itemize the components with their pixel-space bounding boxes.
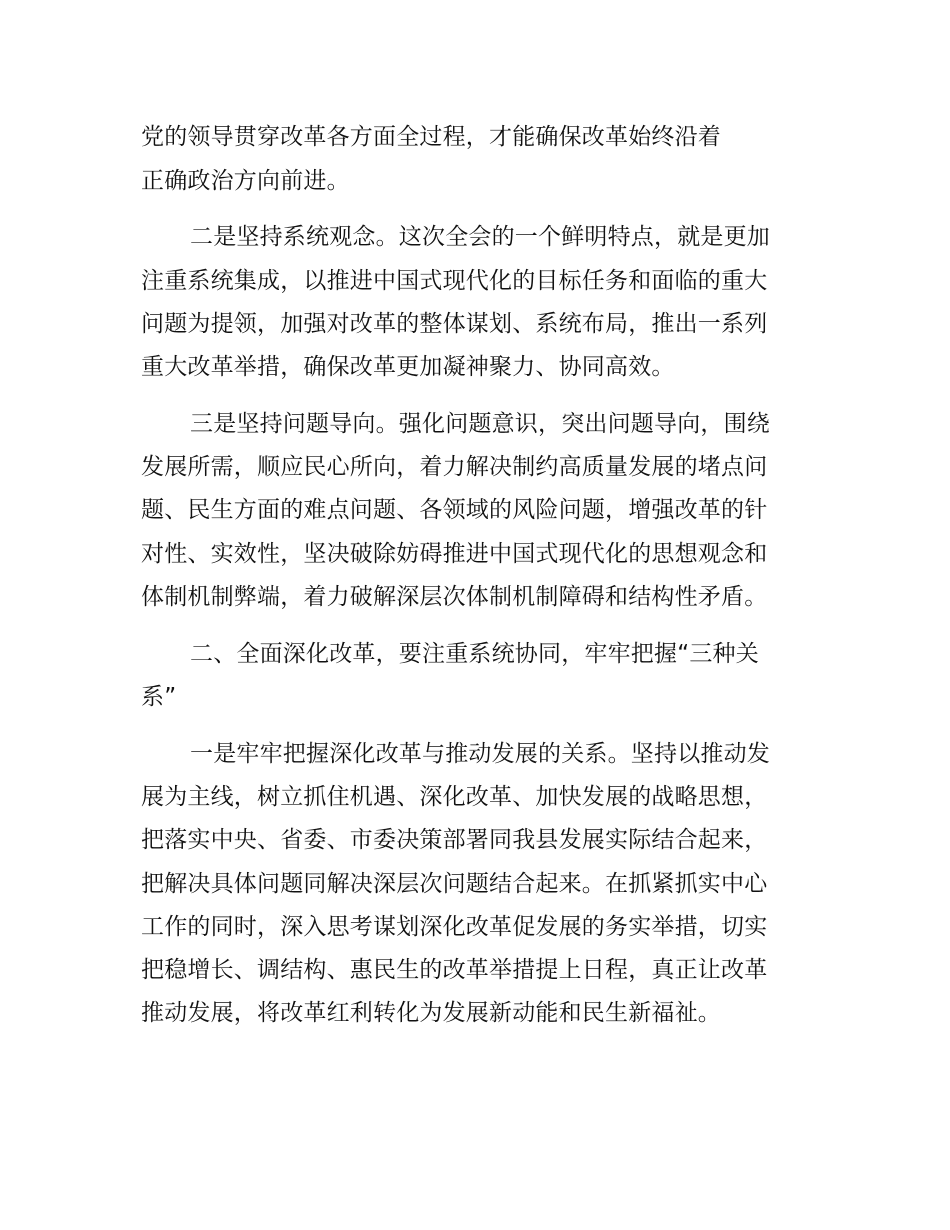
text-line: 三是坚持问题导向。强化问题意识，突出问题导向，围绕 [190, 411, 770, 437]
text-line: 推动发展，将改革红利转化为发展新动能和民生新福祉。 [141, 1000, 721, 1026]
text-line: 发展所需，顺应民心所向，着力解决制约高质量发展的堵点问 [141, 454, 768, 480]
text-line: 党的领导贯穿改革各方面全过程，才能确保改革始终沿着 [141, 124, 721, 150]
text-line: 把稳增长、调结构、惠民生的改革举措提上日程，真正让改革 [141, 957, 768, 983]
text-line: 展为主线，树立抓住机遇、深化改革、加快发展的战略思想， [141, 784, 768, 810]
text-line: 二是坚持系统观念。这次全会的一个鲜明特点，就是更加 [190, 224, 770, 250]
text-line: 正确政治方向前进。 [141, 168, 350, 194]
text-line: 对性、实效性，坚决破除妨碍推进中国式现代化的思想观念和 [141, 541, 768, 567]
text-line: 题、民生方面的难点问题、各领域的风险问题，增强改革的针 [141, 497, 768, 523]
text-line: 把落实中央、省委、市委决策部署同我县发展实际结合起来， [141, 827, 768, 853]
text-line: 二、全面深化改革，要注重系统协同，牢牢把握“三种关 [190, 641, 759, 667]
text-line: 把解决具体问题同解决深层次问题结合起来。在抓紧抓实中心 [141, 871, 768, 897]
text-line: 工作的同时，深入思考谋划深化改革促发展的务实举措，切实 [141, 914, 768, 940]
text-line: 一是牢牢把握深化改革与推动发展的关系。坚持以推动发 [190, 741, 770, 767]
text-line: 体制机制弊端，着力破解深层次体制机制障碍和结构性矛盾。 [141, 584, 768, 610]
text-line: 注重系统集成，以推进中国式现代化的目标任务和面临的重大 [141, 268, 768, 294]
text-line: 系” [141, 684, 177, 710]
text-line: 重大改革举措，确保改革更加凝神聚力、协同高效。 [141, 354, 675, 380]
text-line: 问题为提领，加强对改革的整体谋划、系统布局，推出一系列 [141, 311, 768, 337]
